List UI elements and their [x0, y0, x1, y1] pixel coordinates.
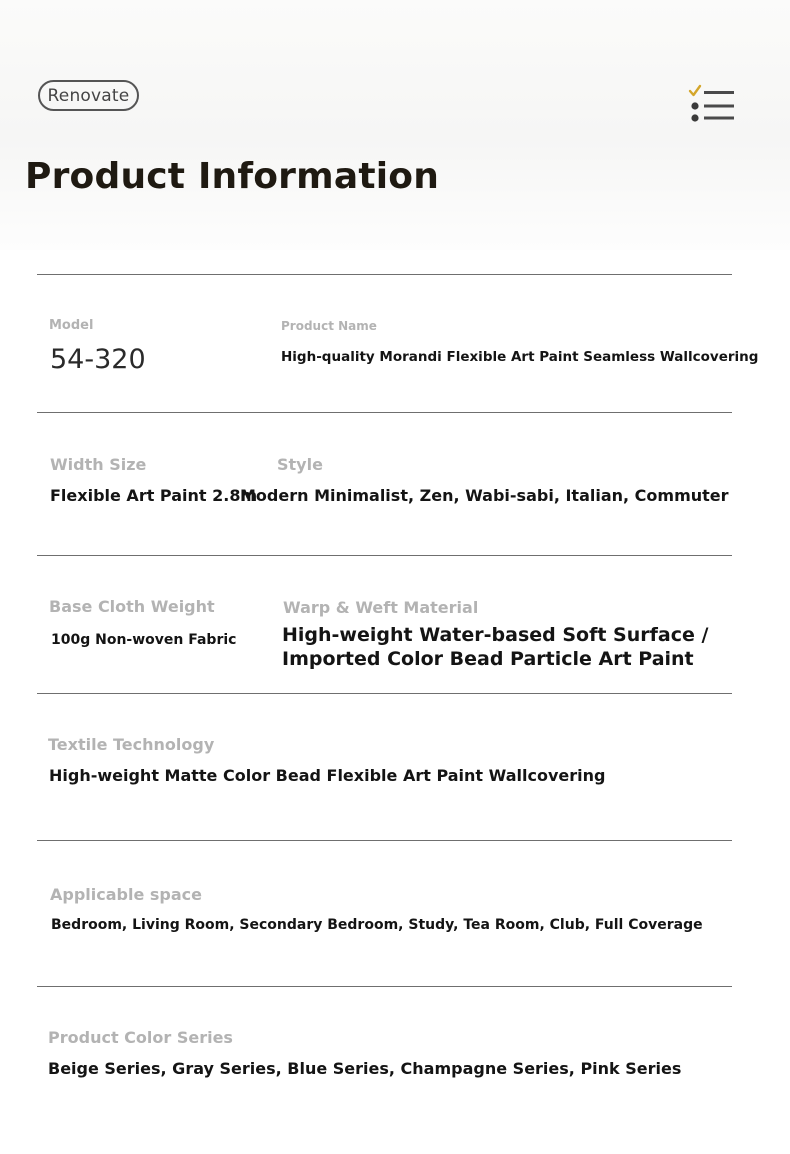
product-name-label: Product Name	[281, 319, 377, 333]
color-series-value: Beige Series, Gray Series, Blue Series, Champagne Series, Pink Series	[48, 1059, 682, 1078]
menu-line	[704, 105, 734, 108]
model-label: Model	[49, 318, 94, 333]
base-cloth-weight-label: Base Cloth Weight	[49, 597, 215, 616]
applicable-space-value: Bedroom, Living Room, Secondary Bedroom, Study, Tea Room, Club, Full Coverage	[51, 917, 703, 933]
style-value: Modern Minimalist, Zen, Wabi-sabi, Italian, Commuter	[240, 486, 729, 505]
divider	[37, 274, 732, 275]
width-size-value: Flexible Art Paint 2.8m	[50, 486, 258, 505]
bullet-dot	[691, 114, 698, 121]
menu-line	[704, 91, 734, 94]
warp-weft-line-2: Imported Color Bead Particle Art Paint	[282, 648, 694, 670]
divider	[37, 986, 732, 987]
divider	[37, 693, 732, 694]
check-mark	[690, 86, 700, 95]
divider	[37, 412, 732, 413]
page-title: Product Information	[25, 156, 440, 197]
textile-technology-value: High-weight Matte Color Bead Flexible Art Paint Wallcovering	[49, 766, 606, 785]
product-name-value: High-quality Morandi Flexible Art Paint Seamless Wallcovering	[281, 349, 759, 365]
divider	[37, 840, 732, 841]
bullet-dot	[691, 102, 698, 109]
model-value: 54-320	[50, 344, 146, 375]
style-label: Style	[277, 455, 323, 474]
width-size-label: Width Size	[50, 455, 147, 474]
warp-weft-label: Warp & Weft Material	[283, 598, 479, 617]
divider	[37, 555, 732, 556]
applicable-space-label: Applicable space	[50, 885, 203, 904]
textile-technology-label: Textile Technology	[48, 735, 215, 754]
warp-weft-line-1: High-weight Water-based Soft Surface /	[282, 624, 709, 646]
base-cloth-weight-value: 100g Non-woven Fabric	[51, 632, 237, 648]
badge-label: Renovate	[47, 85, 130, 106]
renovate-badge	[38, 80, 139, 111]
menu-line	[704, 117, 734, 120]
color-series-label: Product Color Series	[48, 1028, 233, 1047]
header-background	[0, 0, 790, 250]
checklist-menu-icon[interactable]	[688, 82, 736, 126]
